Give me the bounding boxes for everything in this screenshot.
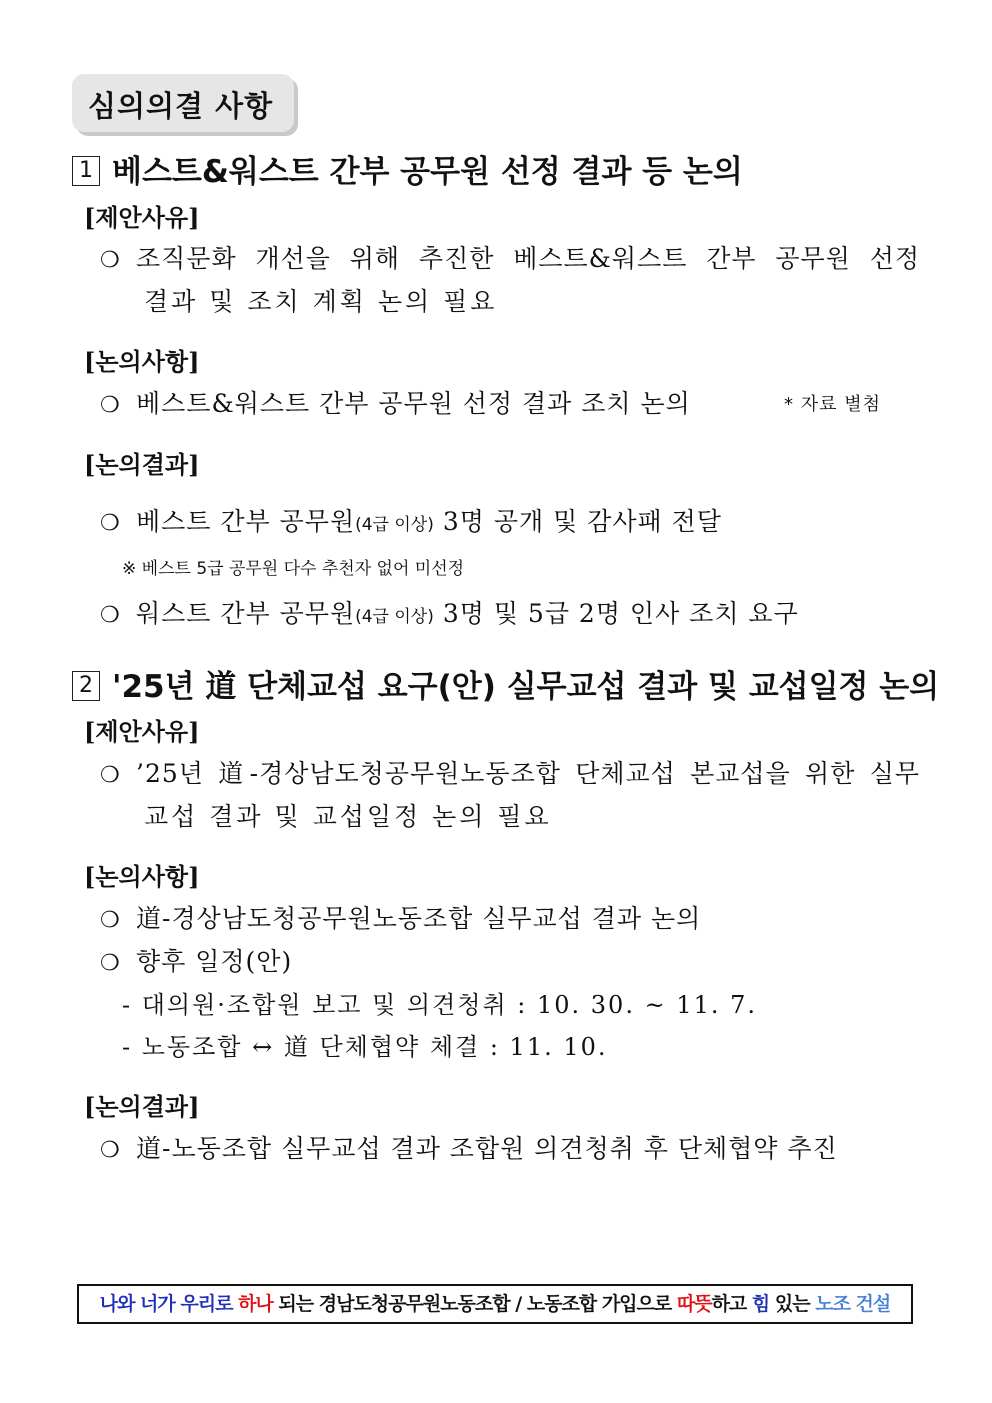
slogan-part: 되는 경남도청공무원노동조합 / 노동조합 가입으로 (272, 1293, 677, 1315)
bullet-icon: ❍ (100, 603, 121, 628)
section2-discussion-item1 (100, 899, 701, 935)
section1-reason-line1: 조직문화 개선을 위해 추진한 베스트&워스트 간부 공무원 선정 (136, 244, 920, 273)
slogan-part: 따뜻 (676, 1293, 712, 1315)
section1-result2-post: 3명 및 5급 2명 인사 조치 요구 (433, 599, 799, 628)
bullet-icon: ❍ (100, 908, 121, 933)
section1-result1-small: (4급 이상) (355, 515, 434, 535)
section-title-box (72, 74, 294, 132)
bullet-icon: ❍ (100, 248, 121, 273)
section1-discussion-text: 베스트&워스트 간부 공무원 선정 결과 조치 논의 (136, 389, 691, 418)
section1-result-note: ※ 베스트 5급 공무원 다수 추천자 없어 미선정 (122, 559, 465, 579)
section2-result-label: [논의결과] (84, 1092, 200, 1121)
slogan-part: 노조 건설 (815, 1293, 891, 1315)
slogan-part: 있는 (769, 1293, 816, 1315)
section2-discussion-text2: 향후 일정(안) (136, 947, 293, 976)
section2-reason-line1: ’25년 道-경상남도청공무원노동조합 단체교섭 본교섭을 위한 실무 (136, 759, 920, 788)
section1-result1-pre: 베스트 간부 공무원 (136, 507, 356, 536)
section2-discussion-text1: 道-경상남도청공무원노동조합 실무교섭 결과 논의 (136, 904, 702, 933)
slogan-part: 하고 (711, 1293, 752, 1315)
slogan-part: 힘 (751, 1293, 770, 1315)
section1-number: 1 (72, 156, 100, 186)
section1-result1-post: 3명 공개 및 감사패 전달 (433, 507, 722, 536)
section1-discussion-item (100, 384, 691, 420)
page-title: 심의의결 사항 (88, 89, 274, 123)
bullet-icon: ❍ (100, 951, 121, 976)
section2-discussion-item2 (100, 942, 292, 978)
section2-reason-item (100, 754, 920, 790)
section2-heading (72, 661, 939, 706)
section1-result2-pre: 워스트 간부 공무원 (136, 599, 356, 628)
section1-result-item2 (100, 594, 799, 630)
schedule-item2: - 노동조합 ↔ 道 단체협약 체결 : 11. 10. (122, 1033, 608, 1061)
bullet-icon: ❍ (100, 1138, 121, 1163)
section1-result-label: [논의결과] (84, 450, 200, 479)
section2-reason-label: [제안사유] (84, 717, 200, 746)
section1-reason-item (100, 239, 920, 275)
section1-reason-line2: 결과 및 조치 계획 논의 필요 (144, 287, 498, 316)
attachment-note: * 자료 별첨 (784, 394, 881, 415)
bullet-icon: ❍ (100, 393, 121, 418)
bullet-icon: ❍ (100, 511, 121, 536)
section2-result-item (100, 1129, 838, 1165)
section2-reason-line2: 교섭 결과 및 교섭일정 논의 필요 (144, 802, 552, 831)
slogan-part: 하나 (238, 1293, 273, 1315)
section1-discussion-label: [논의사항] (84, 347, 200, 376)
section2-number: 2 (72, 671, 100, 701)
section1-reason-label: [제안사유] (84, 203, 200, 232)
section1-heading-text: 베스트&워스트 간부 공무원 선정 결과 등 논의 (112, 154, 743, 190)
section2-heading-text: '25년 道 단체교섭 요구(안) 실무교섭 결과 및 교섭일정 논의 (112, 669, 940, 705)
slogan-part: 나와 너가 우리로 (99, 1293, 239, 1315)
section1-heading (72, 146, 743, 191)
union-slogan-banner (77, 1284, 913, 1324)
section2-discussion-label: [논의사항] (84, 862, 200, 891)
section1-result-item1 (100, 502, 722, 538)
section1-result2-small: (4급 이상) (355, 607, 434, 627)
bullet-icon: ❍ (100, 763, 121, 788)
section2-result-text: 道-노동조합 실무교섭 결과 조합원 의견청취 후 단체협약 추진 (136, 1134, 838, 1163)
schedule-item1: - 대의원·조합원 보고 및 의견청취 : 10. 30. ~ 11. 7. (122, 991, 758, 1019)
